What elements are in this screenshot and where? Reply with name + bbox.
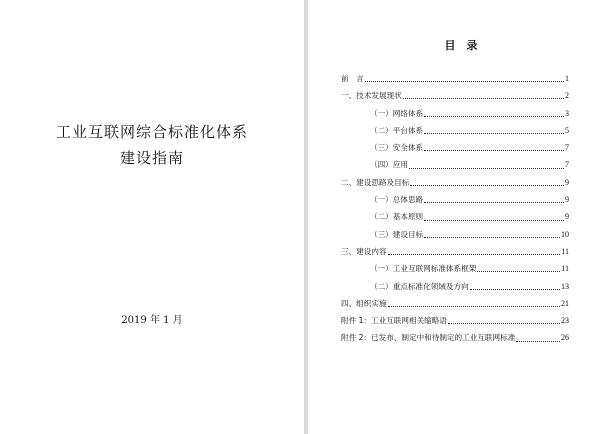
toc-dot-leader: [424, 201, 564, 203]
toc-entry-page-number: 9: [565, 212, 569, 222]
toc-entry-page-number: 2: [565, 91, 569, 101]
document-title-line2: 建设指南: [119, 149, 184, 167]
toc-entry[interactable]: [341, 105, 569, 122]
toc-dot-leader: [388, 253, 561, 255]
toc-entry-page-number: 9: [565, 177, 569, 187]
toc-entry-page-number: 11: [561, 246, 569, 256]
toc-entry[interactable]: [341, 70, 569, 87]
toc-dot-leader: [424, 236, 560, 238]
document-date: 2019 年 1 月: [121, 315, 183, 326]
toc-dot-leader: [409, 167, 564, 169]
toc-entry-label: （二）平台体系: [370, 125, 424, 135]
toc-entry-label: （四）应用: [370, 160, 408, 170]
toc-entry[interactable]: [341, 208, 569, 225]
toc-entry-label: （一）工业互联网标准体系框架: [370, 264, 477, 274]
toc-entry-page-number: 1: [565, 74, 569, 83]
toc-dot-leader: [424, 115, 564, 117]
toc-dot-leader: [424, 219, 564, 221]
toc-entry[interactable]: [341, 312, 569, 329]
toc-dot-leader: [424, 132, 564, 134]
toc-entry[interactable]: [341, 174, 569, 191]
toc-entry[interactable]: [341, 122, 569, 139]
toc-entry[interactable]: [341, 278, 569, 295]
toc-entry[interactable]: [341, 329, 569, 346]
toc-entry-page-number: 9: [565, 195, 569, 205]
toc-entry-label: 附件 2：已发布、制定中和待制定的工业互联网标准: [341, 333, 516, 343]
document-title-line1: 工业互联网综合标准化体系: [55, 123, 248, 141]
toc-dot-leader: [516, 340, 560, 342]
toc-entry-label: （一）网络体系: [370, 108, 424, 118]
toc-entry-label: 一、技术发展现状: [341, 91, 402, 101]
toc-list: [341, 70, 569, 347]
toc-entry-page-number: 23: [561, 316, 569, 326]
toc-entry-label: （三）安全体系: [370, 143, 424, 153]
toc-dot-leader: [424, 149, 564, 151]
cover-page: [0, 0, 304, 434]
toc-entry-label: 三、建设内容: [341, 246, 387, 256]
toc-entry[interactable]: [341, 243, 569, 260]
toc-entry-page-number: 3: [565, 108, 569, 118]
toc-entry-page-number: 26: [561, 333, 569, 343]
toc-entry[interactable]: [341, 295, 569, 312]
toc-heading: 目 录: [444, 39, 478, 52]
toc-entry-page-number: 13: [561, 281, 569, 291]
toc-entry[interactable]: [341, 156, 569, 173]
toc-entry[interactable]: [341, 260, 569, 277]
toc-entry-page-number: 5: [565, 125, 569, 135]
toc-dot-leader: [448, 322, 560, 324]
toc-dot-leader: [410, 184, 564, 186]
toc-entry[interactable]: [341, 87, 569, 104]
toc-entry[interactable]: [341, 226, 569, 243]
toc-entry[interactable]: [341, 191, 569, 208]
toc-entry[interactable]: [341, 139, 569, 156]
toc-entry-page-number: 7: [565, 143, 569, 153]
toc-entry-page-number: 7: [565, 160, 569, 170]
toc-dot-leader: [477, 270, 560, 272]
toc-entry-label: （二）基本原则: [370, 212, 424, 222]
toc-entry-label: （一）总体思路: [370, 195, 424, 205]
toc-entry-label: 二、建设思路及目标: [341, 177, 410, 187]
toc-entry-label: 前 言: [341, 74, 364, 83]
toc-entry-page-number: 21: [561, 298, 569, 308]
toc-entry-label: （三）建设目标: [370, 229, 424, 239]
toc-entry-label: 四、组织实施: [341, 298, 387, 308]
toc-entry-page-number: 10: [561, 229, 569, 239]
toc-entry-label: （二）重点标准化领域及方向: [370, 281, 469, 291]
toc-entry-page-number: 11: [561, 264, 569, 274]
toc-dot-leader: [365, 80, 564, 82]
toc-dot-leader: [403, 97, 564, 99]
toc-dot-leader: [470, 288, 560, 290]
toc-dot-leader: [388, 305, 560, 307]
toc-entry-label: 附件 1：工业互联网相关缩略语: [341, 316, 447, 326]
